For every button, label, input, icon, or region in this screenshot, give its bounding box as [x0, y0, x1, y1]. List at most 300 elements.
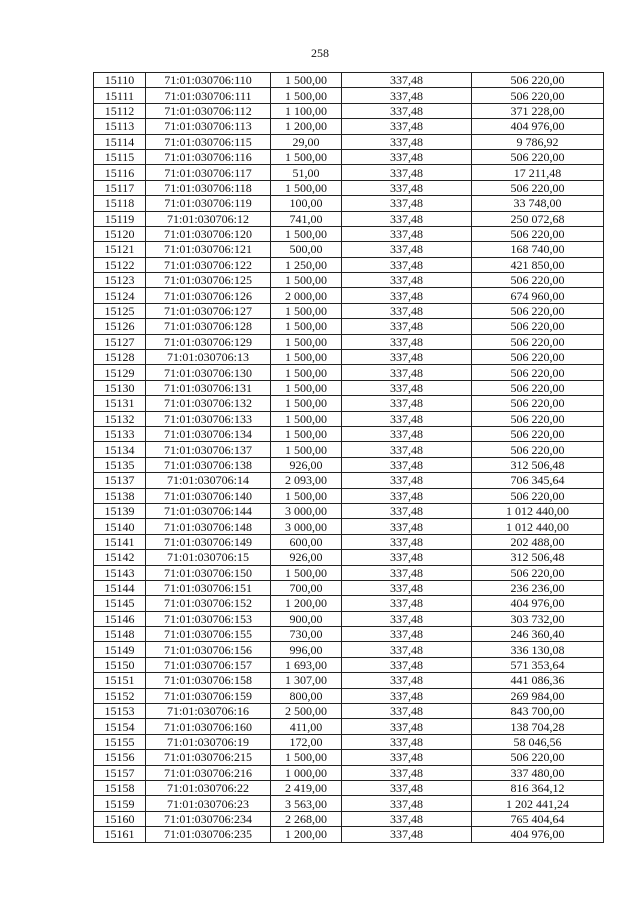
area-cell: 1 200,00 [271, 119, 342, 134]
table-row [94, 611, 604, 626]
table-row [94, 673, 604, 688]
area-cell: 1 500,00 [271, 442, 342, 457]
area-cell: 1 500,00 [271, 488, 342, 503]
value-cell: 58 046,56 [472, 734, 604, 749]
row-number-cell: 15158 [94, 780, 146, 795]
area-cell: 1 500,00 [271, 426, 342, 441]
value-cell: 571 353,64 [472, 657, 604, 672]
table-row [94, 719, 604, 734]
cadastral-number-cell: 71:01:030706:13 [146, 350, 271, 365]
cadastral-number-cell: 71:01:030706:140 [146, 488, 271, 503]
cadastral-number-cell: 71:01:030706:127 [146, 303, 271, 318]
rate-cell: 337,48 [342, 719, 472, 734]
value-cell: 371 228,00 [472, 103, 604, 118]
cadastral-number-cell: 71:01:030706:138 [146, 457, 271, 472]
area-cell: 1 500,00 [271, 565, 342, 580]
rate-cell: 337,48 [342, 796, 472, 811]
table-row [94, 88, 604, 103]
rate-cell: 337,48 [342, 765, 472, 780]
rate-cell: 337,48 [342, 411, 472, 426]
rate-cell: 337,48 [342, 350, 472, 365]
table-row [94, 580, 604, 595]
area-cell: 1 100,00 [271, 103, 342, 118]
cadastral-number-cell: 71:01:030706:132 [146, 396, 271, 411]
cadastral-number-cell: 71:01:030706:134 [146, 426, 271, 441]
row-number-cell: 15159 [94, 796, 146, 811]
table-row [94, 319, 604, 334]
cadastral-number-cell: 71:01:030706:215 [146, 750, 271, 765]
rate-cell: 337,48 [342, 704, 472, 719]
row-number-cell: 15150 [94, 657, 146, 672]
table-row [94, 242, 604, 257]
cadastral-number-cell: 71:01:030706:159 [146, 688, 271, 703]
area-cell: 926,00 [271, 457, 342, 472]
row-number-cell: 15111 [94, 88, 146, 103]
cadastral-number-cell: 71:01:030706:128 [146, 319, 271, 334]
row-number-cell: 15128 [94, 350, 146, 365]
value-cell: 506 220,00 [472, 319, 604, 334]
row-number-cell: 15123 [94, 273, 146, 288]
table-row [94, 411, 604, 426]
row-number-cell: 15149 [94, 642, 146, 657]
table-row [94, 365, 604, 380]
table-row [94, 334, 604, 349]
cadastral-number-cell: 71:01:030706:19 [146, 734, 271, 749]
cadastral-number-cell: 71:01:030706:153 [146, 611, 271, 626]
table-row [94, 211, 604, 226]
row-number-cell: 15132 [94, 411, 146, 426]
table-row [94, 796, 604, 811]
table-row [94, 657, 604, 672]
row-number-cell: 15120 [94, 226, 146, 241]
area-cell: 800,00 [271, 688, 342, 703]
row-number-cell: 15154 [94, 719, 146, 734]
area-cell: 1 500,00 [271, 365, 342, 380]
row-number-cell: 15115 [94, 149, 146, 164]
area-cell: 1 500,00 [271, 750, 342, 765]
table-body [94, 73, 604, 843]
value-cell: 506 220,00 [472, 365, 604, 380]
table-row [94, 734, 604, 749]
table-row [94, 627, 604, 642]
table-row [94, 380, 604, 395]
row-number-cell: 15155 [94, 734, 146, 749]
cadastral-number-cell: 71:01:030706:15 [146, 550, 271, 565]
area-cell: 1 500,00 [271, 180, 342, 195]
value-cell: 506 220,00 [472, 488, 604, 503]
value-cell: 506 220,00 [472, 442, 604, 457]
rate-cell: 337,48 [342, 442, 472, 457]
table-row [94, 226, 604, 241]
row-number-cell: 15129 [94, 365, 146, 380]
rate-cell: 337,48 [342, 396, 472, 411]
value-cell: 816 364,12 [472, 780, 604, 795]
area-cell: 1 000,00 [271, 765, 342, 780]
value-cell: 1 012 440,00 [472, 503, 604, 518]
value-cell: 269 984,00 [472, 688, 604, 703]
row-number-cell: 15138 [94, 488, 146, 503]
rate-cell: 337,48 [342, 473, 472, 488]
cadastral-number-cell: 71:01:030706:122 [146, 257, 271, 272]
table-row [94, 288, 604, 303]
table-row [94, 149, 604, 164]
cadastral-number-cell: 71:01:030706:12 [146, 211, 271, 226]
cadastral-number-cell: 71:01:030706:152 [146, 596, 271, 611]
area-cell: 1 500,00 [271, 334, 342, 349]
row-number-cell: 15140 [94, 519, 146, 534]
rate-cell: 337,48 [342, 149, 472, 164]
table-row [94, 119, 604, 134]
cadastral-number-cell: 71:01:030706:156 [146, 642, 271, 657]
rate-cell: 337,48 [342, 688, 472, 703]
area-cell: 926,00 [271, 550, 342, 565]
value-cell: 312 506,48 [472, 457, 604, 472]
rate-cell: 337,48 [342, 734, 472, 749]
table-row [94, 827, 604, 842]
area-cell: 730,00 [271, 627, 342, 642]
area-cell: 51,00 [271, 165, 342, 180]
table-row [94, 565, 604, 580]
row-number-cell: 15157 [94, 765, 146, 780]
value-cell: 506 220,00 [472, 750, 604, 765]
rate-cell: 337,48 [342, 426, 472, 441]
value-cell: 404 976,00 [472, 119, 604, 134]
rate-cell: 337,48 [342, 503, 472, 518]
area-cell: 172,00 [271, 734, 342, 749]
area-cell: 1 500,00 [271, 149, 342, 164]
row-number-cell: 15137 [94, 473, 146, 488]
row-number-cell: 15127 [94, 334, 146, 349]
cadastral-number-cell: 71:01:030706:149 [146, 534, 271, 549]
table-row [94, 426, 604, 441]
cadastral-number-cell: 71:01:030706:130 [146, 365, 271, 380]
area-cell: 1 250,00 [271, 257, 342, 272]
rate-cell: 337,48 [342, 750, 472, 765]
row-number-cell: 15135 [94, 457, 146, 472]
area-cell: 500,00 [271, 242, 342, 257]
table-row [94, 780, 604, 795]
cadastral-number-cell: 71:01:030706:16 [146, 704, 271, 719]
row-number-cell: 15141 [94, 534, 146, 549]
cadastral-number-cell: 71:01:030706:115 [146, 134, 271, 149]
value-cell: 506 220,00 [472, 411, 604, 426]
row-number-cell: 15160 [94, 811, 146, 826]
cadastral-number-cell: 71:01:030706:216 [146, 765, 271, 780]
value-cell: 337 480,00 [472, 765, 604, 780]
rate-cell: 337,48 [342, 226, 472, 241]
value-cell: 1 202 441,24 [472, 796, 604, 811]
rate-cell: 337,48 [342, 565, 472, 580]
row-number-cell: 15143 [94, 565, 146, 580]
rate-cell: 337,48 [342, 196, 472, 211]
rate-cell: 337,48 [342, 380, 472, 395]
table-row [94, 688, 604, 703]
area-cell: 700,00 [271, 580, 342, 595]
area-cell: 1 500,00 [271, 226, 342, 241]
table-row [94, 196, 604, 211]
rate-cell: 337,48 [342, 180, 472, 195]
cadastral-number-cell: 71:01:030706:117 [146, 165, 271, 180]
rate-cell: 337,48 [342, 519, 472, 534]
row-number-cell: 15125 [94, 303, 146, 318]
cadastral-number-cell: 71:01:030706:155 [146, 627, 271, 642]
value-cell: 765 404,64 [472, 811, 604, 826]
table-row [94, 596, 604, 611]
table-row [94, 303, 604, 318]
area-cell: 3 000,00 [271, 519, 342, 534]
area-cell: 1 200,00 [271, 827, 342, 842]
rate-cell: 337,48 [342, 550, 472, 565]
cadastral-number-cell: 71:01:030706:235 [146, 827, 271, 842]
value-cell: 506 220,00 [472, 334, 604, 349]
rate-cell: 337,48 [342, 657, 472, 672]
value-cell: 9 786,92 [472, 134, 604, 149]
rate-cell: 337,48 [342, 334, 472, 349]
table-row [94, 704, 604, 719]
cadastral-number-cell: 71:01:030706:160 [146, 719, 271, 734]
row-number-cell: 15110 [94, 73, 146, 88]
cadastral-number-cell: 71:01:030706:119 [146, 196, 271, 211]
cadastral-number-cell: 71:01:030706:131 [146, 380, 271, 395]
value-cell: 506 220,00 [472, 565, 604, 580]
value-cell: 506 220,00 [472, 226, 604, 241]
cadastral-number-cell: 71:01:030706:126 [146, 288, 271, 303]
table-row [94, 503, 604, 518]
area-cell: 1 307,00 [271, 673, 342, 688]
area-cell: 1 500,00 [271, 73, 342, 88]
cadastral-number-cell: 71:01:030706:137 [146, 442, 271, 457]
row-number-cell: 15134 [94, 442, 146, 457]
cadastral-number-cell: 71:01:030706:121 [146, 242, 271, 257]
cadastral-number-cell: 71:01:030706:113 [146, 119, 271, 134]
rate-cell: 337,48 [342, 642, 472, 657]
table-row [94, 534, 604, 549]
area-cell: 2 500,00 [271, 704, 342, 719]
land-registry-table [93, 72, 604, 843]
value-cell: 303 732,00 [472, 611, 604, 626]
table-row [94, 442, 604, 457]
rate-cell: 337,48 [342, 780, 472, 795]
row-number-cell: 15142 [94, 550, 146, 565]
rate-cell: 337,48 [342, 211, 472, 226]
rate-cell: 337,48 [342, 827, 472, 842]
area-cell: 2 419,00 [271, 780, 342, 795]
rate-cell: 337,48 [342, 288, 472, 303]
value-cell: 404 976,00 [472, 827, 604, 842]
value-cell: 33 748,00 [472, 196, 604, 211]
area-cell: 2 000,00 [271, 288, 342, 303]
table-row [94, 750, 604, 765]
rate-cell: 337,48 [342, 580, 472, 595]
rate-cell: 337,48 [342, 534, 472, 549]
row-number-cell: 15113 [94, 119, 146, 134]
table-row [94, 350, 604, 365]
area-cell: 411,00 [271, 719, 342, 734]
rate-cell: 337,48 [342, 165, 472, 180]
cadastral-number-cell: 71:01:030706:150 [146, 565, 271, 580]
rate-cell: 337,48 [342, 596, 472, 611]
value-cell: 506 220,00 [472, 426, 604, 441]
value-cell: 168 740,00 [472, 242, 604, 257]
cadastral-number-cell: 71:01:030706:116 [146, 149, 271, 164]
area-cell: 100,00 [271, 196, 342, 211]
table-row [94, 103, 604, 118]
rate-cell: 337,48 [342, 319, 472, 334]
cadastral-number-cell: 71:01:030706:22 [146, 780, 271, 795]
value-cell: 404 976,00 [472, 596, 604, 611]
cadastral-number-cell: 71:01:030706:129 [146, 334, 271, 349]
table-row [94, 550, 604, 565]
value-cell: 312 506,48 [472, 550, 604, 565]
rate-cell: 337,48 [342, 242, 472, 257]
value-cell: 506 220,00 [472, 350, 604, 365]
row-number-cell: 15151 [94, 673, 146, 688]
value-cell: 246 360,40 [472, 627, 604, 642]
area-cell: 1 500,00 [271, 303, 342, 318]
table-row [94, 473, 604, 488]
area-cell: 1 500,00 [271, 411, 342, 426]
cadastral-number-cell: 71:01:030706:144 [146, 503, 271, 518]
row-number-cell: 15145 [94, 596, 146, 611]
row-number-cell: 15121 [94, 242, 146, 257]
area-cell: 1 200,00 [271, 596, 342, 611]
value-cell: 506 220,00 [472, 303, 604, 318]
table-row [94, 180, 604, 195]
value-cell: 506 220,00 [472, 273, 604, 288]
table-row [94, 642, 604, 657]
cadastral-number-cell: 71:01:030706:118 [146, 180, 271, 195]
value-cell: 506 220,00 [472, 180, 604, 195]
value-cell: 236 236,00 [472, 580, 604, 595]
table-row [94, 811, 604, 826]
row-number-cell: 15122 [94, 257, 146, 272]
area-cell: 1 500,00 [271, 88, 342, 103]
rate-cell: 337,48 [342, 457, 472, 472]
table-row [94, 73, 604, 88]
area-cell: 3 563,00 [271, 796, 342, 811]
row-number-cell: 15148 [94, 627, 146, 642]
row-number-cell: 15117 [94, 180, 146, 195]
row-number-cell: 15114 [94, 134, 146, 149]
area-cell: 29,00 [271, 134, 342, 149]
row-number-cell: 15131 [94, 396, 146, 411]
table-row [94, 519, 604, 534]
value-cell: 1 012 440,00 [472, 519, 604, 534]
area-cell: 3 000,00 [271, 503, 342, 518]
area-cell: 1 693,00 [271, 657, 342, 672]
table-row [94, 273, 604, 288]
value-cell: 250 072,68 [472, 211, 604, 226]
rate-cell: 337,48 [342, 134, 472, 149]
rate-cell: 337,48 [342, 73, 472, 88]
row-number-cell: 15139 [94, 503, 146, 518]
value-cell: 336 130,08 [472, 642, 604, 657]
value-cell: 441 086,36 [472, 673, 604, 688]
row-number-cell: 15126 [94, 319, 146, 334]
value-cell: 706 345,64 [472, 473, 604, 488]
cadastral-number-cell: 71:01:030706:120 [146, 226, 271, 241]
rate-cell: 337,48 [342, 303, 472, 318]
row-number-cell: 15119 [94, 211, 146, 226]
table-row [94, 488, 604, 503]
area-cell: 2 093,00 [271, 473, 342, 488]
row-number-cell: 15130 [94, 380, 146, 395]
cadastral-number-cell: 71:01:030706:234 [146, 811, 271, 826]
value-cell: 506 220,00 [472, 396, 604, 411]
rate-cell: 337,48 [342, 119, 472, 134]
area-cell: 1 500,00 [271, 273, 342, 288]
table-row [94, 134, 604, 149]
area-cell: 1 500,00 [271, 319, 342, 334]
table-row [94, 165, 604, 180]
cadastral-number-cell: 71:01:030706:157 [146, 657, 271, 672]
value-cell: 506 220,00 [472, 88, 604, 103]
row-number-cell: 15161 [94, 827, 146, 842]
value-cell: 421 850,00 [472, 257, 604, 272]
value-cell: 138 704,28 [472, 719, 604, 734]
row-number-cell: 15112 [94, 103, 146, 118]
value-cell: 202 488,00 [472, 534, 604, 549]
area-cell: 1 500,00 [271, 380, 342, 395]
rate-cell: 337,48 [342, 88, 472, 103]
cadastral-number-cell: 71:01:030706:110 [146, 73, 271, 88]
row-number-cell: 15133 [94, 426, 146, 441]
table-row [94, 457, 604, 472]
cadastral-number-cell: 71:01:030706:148 [146, 519, 271, 534]
value-cell: 506 220,00 [472, 149, 604, 164]
table-row [94, 396, 604, 411]
area-cell: 1 500,00 [271, 396, 342, 411]
row-number-cell: 15146 [94, 611, 146, 626]
value-cell: 506 220,00 [472, 73, 604, 88]
rate-cell: 337,48 [342, 103, 472, 118]
rate-cell: 337,48 [342, 811, 472, 826]
rate-cell: 337,48 [342, 627, 472, 642]
area-cell: 900,00 [271, 611, 342, 626]
cadastral-number-cell: 71:01:030706:14 [146, 473, 271, 488]
area-cell: 2 268,00 [271, 811, 342, 826]
value-cell: 843 700,00 [472, 704, 604, 719]
cadastral-number-cell: 71:01:030706:23 [146, 796, 271, 811]
rate-cell: 337,48 [342, 273, 472, 288]
rate-cell: 337,48 [342, 673, 472, 688]
cadastral-number-cell: 71:01:030706:151 [146, 580, 271, 595]
row-number-cell: 15118 [94, 196, 146, 211]
cadastral-number-cell: 71:01:030706:125 [146, 273, 271, 288]
cadastral-number-cell: 71:01:030706:112 [146, 103, 271, 118]
rate-cell: 337,48 [342, 488, 472, 503]
area-cell: 1 500,00 [271, 350, 342, 365]
rate-cell: 337,48 [342, 611, 472, 626]
area-cell: 741,00 [271, 211, 342, 226]
area-cell: 996,00 [271, 642, 342, 657]
row-number-cell: 15116 [94, 165, 146, 180]
rate-cell: 337,48 [342, 257, 472, 272]
value-cell: 17 211,48 [472, 165, 604, 180]
area-cell: 600,00 [271, 534, 342, 549]
row-number-cell: 15156 [94, 750, 146, 765]
row-number-cell: 15152 [94, 688, 146, 703]
table-row [94, 257, 604, 272]
cadastral-number-cell: 71:01:030706:111 [146, 88, 271, 103]
table-row [94, 765, 604, 780]
cadastral-number-cell: 71:01:030706:158 [146, 673, 271, 688]
rate-cell: 337,48 [342, 365, 472, 380]
row-number-cell: 15124 [94, 288, 146, 303]
value-cell: 506 220,00 [472, 380, 604, 395]
cadastral-number-cell: 71:01:030706:133 [146, 411, 271, 426]
page-number: 258 [311, 46, 329, 60]
